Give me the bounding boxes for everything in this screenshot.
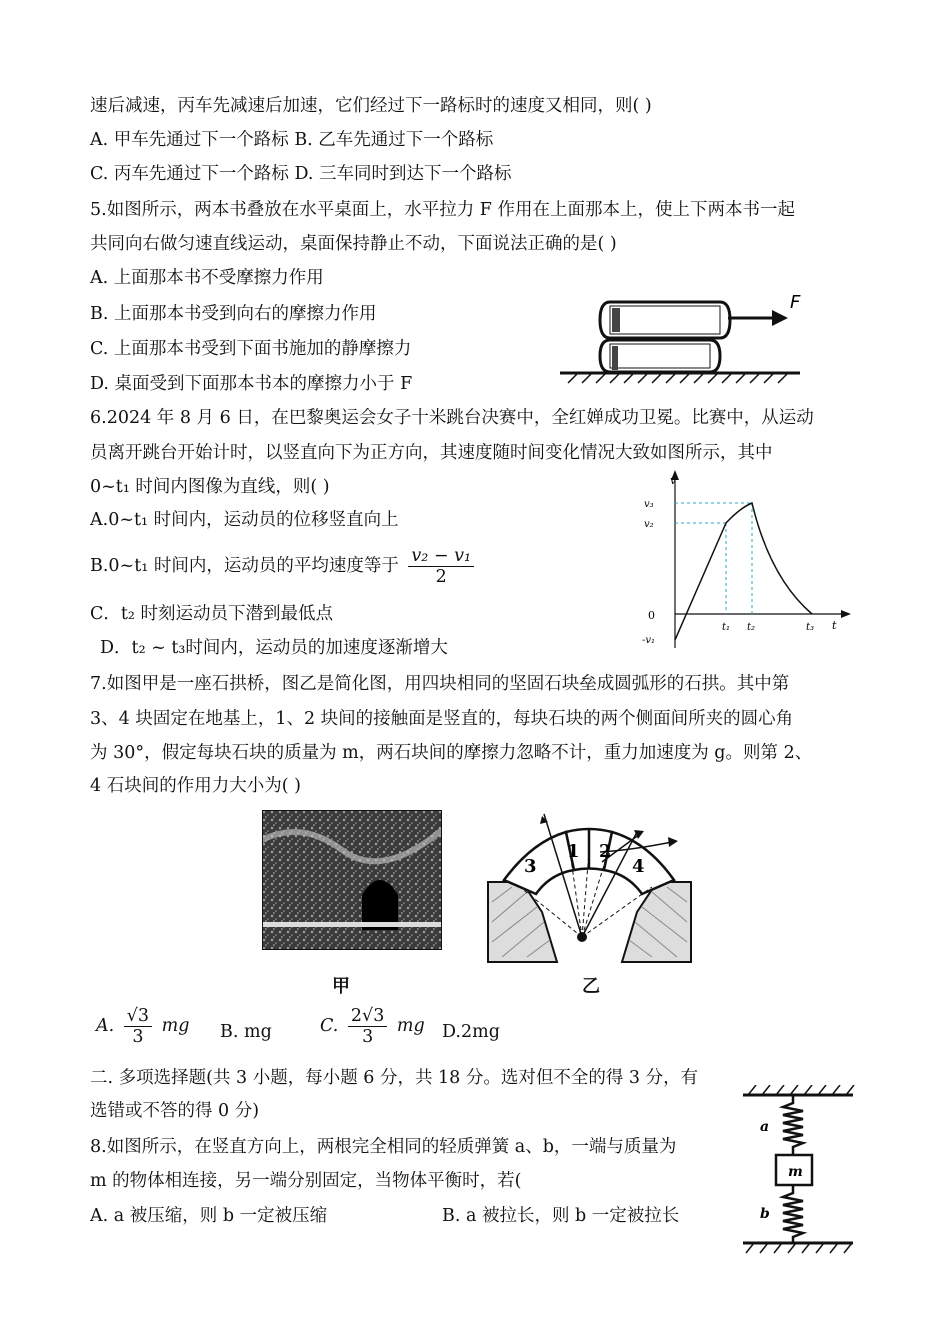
q6-option-b-text: B.0~t₁ 时间内，运动员的平均速度等于 <box>90 556 399 576</box>
fraction-denominator: 2 <box>435 567 447 587</box>
v-axis-label: v <box>670 474 677 487</box>
origin-label: 0 <box>648 609 655 622</box>
q4-options-cd: C. 丙车先通过下一个路标 D. 三车同时到达下一个路标 <box>90 164 512 184</box>
t-axis-label: t <box>832 619 837 632</box>
q7-option-a-letter: A. <box>96 1016 115 1036</box>
q5-option-d: D. 桌面受到下面那本书本的摩擦力小于 F <box>90 374 413 394</box>
bridge-photo <box>262 810 442 950</box>
q4-options-ab: A. 甲车先通过下一个路标 B. 乙车先通过下一个路标 <box>90 130 494 150</box>
stone-2-label: 2 <box>599 841 612 862</box>
q7-stem-3: 为 30°，假定每块石块的质量为 m，两石块间的摩擦力忽略不计，重力加速度为 g。则第 2、 <box>90 743 813 763</box>
stone-1-label: 1 <box>567 841 580 862</box>
q4-line-continued: 速后减速，丙车先减速后加速，它们经过下一路标时的速度又相同，则( ) <box>90 96 652 116</box>
neg-v1-label: -v₁ <box>642 635 656 646</box>
q6-option-c: C．t₂ 时刻运动员下潜到最低点 <box>90 604 333 624</box>
q6-stem-1: 6.2024 年 8 月 6 日，在巴黎奥运会女子十米跳台决赛中，全红婵成功卫冕。比赛中，从运动 <box>90 408 814 428</box>
q7-stem-2: 3、4 块固定在地基上，1、2 块间的接触面是竖直的，每块石块的两个侧面间所夹的圆心角 <box>90 709 794 729</box>
q7-option-a-fraction <box>124 1006 152 1047</box>
stone-3-label: 3 <box>524 856 537 877</box>
q7-option-a-unit: mg <box>161 1016 190 1036</box>
spring-b-label: b <box>760 1206 770 1222</box>
q6-stem-2: 员离开跳台开始计时，以竖直向下为正方向，其速度随时间变化情况大致如图所示，其中 <box>90 443 773 463</box>
q8-stem-1: 8.如图所示，在竖直方向上，两根完全相同的轻质弹簧 a、b，一端与质量为 <box>90 1137 677 1157</box>
q7-option-d: D.2mg <box>442 1022 500 1042</box>
books-figure <box>560 288 805 388</box>
q6-option-a: A.0~t₁ 时间内，运动员的位移竖直向上 <box>90 510 399 530</box>
v3-label: v₃ <box>644 499 654 510</box>
t2-label: t₂ <box>747 622 756 633</box>
q5-stem-2: 共同向右做匀速直线运动，桌面保持静止不动，下面说法正确的是( ) <box>90 234 617 254</box>
v2-label: v₂ <box>644 519 654 530</box>
fraction-denominator: 3 <box>132 1027 144 1047</box>
caption-jia: 甲 <box>332 976 350 997</box>
q7-stem-4: 4 石块间的作用力大小为( ) <box>90 776 301 796</box>
q6-option-d: D．t₂ ~ t₃时间内，运动员的加速度逐渐增大 <box>100 638 448 658</box>
q7-option-c-unit: mg <box>396 1016 425 1036</box>
q8-stem-2: m 的物体相连接，另一端分别固定，当物体平衡时，若( <box>90 1171 522 1191</box>
q8-option-a: A. a 被压缩，则 b 一定被压缩 <box>90 1206 328 1226</box>
fraction-numerator: √3 <box>124 1006 152 1027</box>
stone-4-label: 4 <box>632 856 645 877</box>
q7-option-c-letter: C. <box>320 1016 339 1036</box>
q6-option-b-fraction <box>408 546 474 587</box>
q5-option-c: C. 上面那本书受到下面书施加的静摩擦力 <box>90 339 412 359</box>
q7-option-c-fraction <box>348 1006 387 1047</box>
t1-label: t₁ <box>722 622 731 633</box>
vt-graph <box>640 468 855 653</box>
q7-option-a <box>96 1006 189 1047</box>
q7-option-c <box>320 1006 425 1047</box>
q5-stem-1: 5.如图所示，两本书叠放在水平桌面上，水平拉力 F 作用在上面那本上，使上下两本书一起 <box>90 200 795 220</box>
stone-arch-figure <box>482 812 697 972</box>
q6-option-b <box>90 546 478 587</box>
q8-option-b: B. a 被拉长，则 b 一定被拉长 <box>442 1206 680 1226</box>
caption-yi: 乙 <box>582 976 600 997</box>
q7-stem-1: 7.如图甲是一座石拱桥，图乙是简化图，用四块相同的坚固石块垒成圆弧形的石拱。其中第 <box>90 674 790 694</box>
mass-label: m <box>788 1164 803 1180</box>
fraction-numerator: v₂ − v₁ <box>408 546 474 567</box>
fraction-numerator: 2√3 <box>348 1006 387 1027</box>
q6-stem-3: 0~t₁ 时间内图像为直线，则( ) <box>90 477 330 497</box>
q7-option-b: B. mg <box>220 1022 272 1042</box>
q5-option-b: B. 上面那本书受到向右的摩擦力作用 <box>90 304 377 324</box>
spring-figure <box>738 1085 858 1255</box>
force-label: F <box>790 292 801 313</box>
section2-heading-2: 选错或不答的得 0 分) <box>90 1101 260 1121</box>
t3-label: t₃ <box>806 622 815 633</box>
section2-heading-1: 二. 多项选择题(共 3 小题，每小题 6 分，共 18 分。选对但不全的得 3 分，有 <box>90 1068 699 1088</box>
fraction-denominator: 3 <box>362 1027 374 1047</box>
spring-a-label: a <box>760 1119 770 1135</box>
q5-option-a: A. 上面那本书不受摩擦力作用 <box>90 268 324 288</box>
